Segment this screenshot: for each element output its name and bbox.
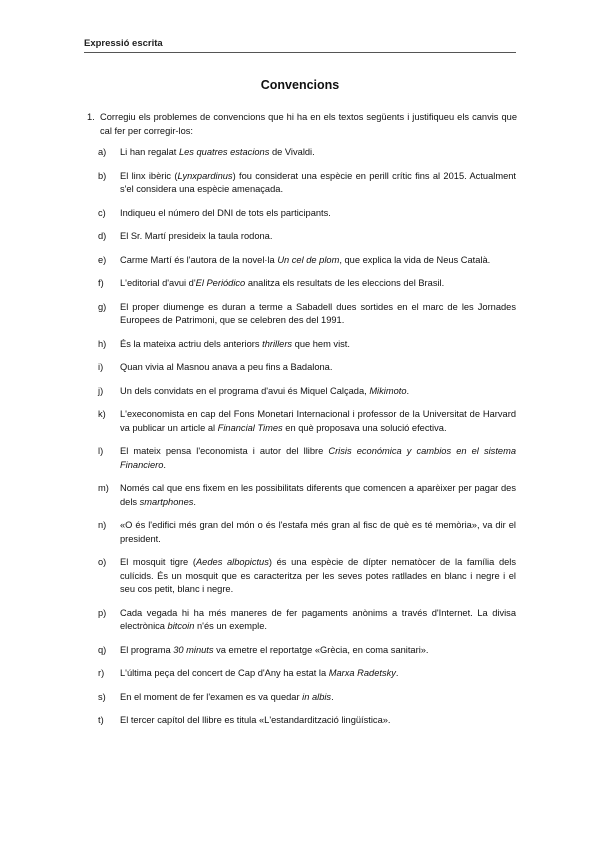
question-number: 1. <box>87 112 95 122</box>
text-segment: de Vivaldi. <box>269 147 315 157</box>
italic-segment: Financial Times <box>217 422 283 433</box>
exercise-item <box>98 714 516 728</box>
exercise-item <box>98 482 516 509</box>
italic-segment: Aedes albopictus <box>195 557 269 567</box>
text-segment: És la mateixa actriu dels anteriors <box>120 338 263 349</box>
exercise-item-text <box>120 146 516 160</box>
exercise-item-label: g) <box>98 301 107 312</box>
exercise-item-text <box>120 230 516 244</box>
exercise-item-label: j) <box>98 385 104 396</box>
text-segment: . <box>395 668 399 678</box>
exercise-item-label: a) <box>98 147 107 157</box>
exercise-item-text <box>120 445 516 472</box>
italic-segment: in albis <box>302 691 332 702</box>
italic-segment: Crisis económica y cambios en el sistema Financiero <box>120 446 516 470</box>
text-segment: analitza els resultats de les eleccions del Brasil. <box>245 278 445 288</box>
exercise-list <box>98 146 516 738</box>
text-segment: ) és una espècie de dípter nematòcer de la família dels culícids. És un mosquit que es caracteritza per les seves potes ratllades en blanc i negre i el seu cos petit, blanc i negre. <box>120 557 516 594</box>
text-segment: Li han regalat <box>120 147 179 157</box>
exercise-item-text <box>120 519 516 546</box>
exercise-item <box>98 408 516 435</box>
text-segment: El Sr. Martí presideix la taula rodona. <box>120 231 273 241</box>
exercise-item-label: d) <box>98 231 107 241</box>
exercise-item-text <box>120 644 516 658</box>
text-segment: En el moment de fer l'examen es va quedar <box>120 691 303 702</box>
text-segment: El mateix pensa l'economista i autor del llibre <box>120 446 329 456</box>
exercise-item-text <box>120 361 516 375</box>
exercise-item <box>98 207 516 221</box>
text-segment: «O és l'edifici més gran del món o és l'estafa més gran al fisc de què es té memòria», va dir el president. <box>120 520 516 544</box>
italic-segment: 30 minuts <box>173 644 214 655</box>
exercise-item <box>98 519 516 546</box>
question-text: Corregiu els problemes de convencions que hi ha en els textos següents i justifiqueu els canvis que cal fer per corregir-los: <box>100 112 517 136</box>
exercise-item-label: p) <box>98 607 107 618</box>
exercise-item-text <box>120 277 516 291</box>
italic-segment: El Periódico <box>195 278 246 288</box>
text-segment: Indiqueu el número del DNI de tots els participants. <box>120 207 331 218</box>
exercise-item <box>98 230 516 244</box>
italic-segment: Un cel de plom <box>277 254 340 265</box>
italic-segment: thrillers <box>262 338 293 349</box>
exercise-item-label: o) <box>98 557 107 567</box>
exercise-item-label: c) <box>98 207 106 218</box>
exercise-item <box>98 385 516 399</box>
exercise-item <box>98 254 516 268</box>
exercise-item <box>98 667 516 681</box>
text-segment: n'és un exemple. <box>194 621 267 631</box>
exercise-item-label: h) <box>98 338 107 349</box>
italic-segment: Mikimoto <box>369 385 407 396</box>
exercise-item-text <box>120 207 516 221</box>
text-segment: El programa <box>120 644 174 655</box>
text-segment: Quan vivia al Masnou anava a peu fins a Badalona. <box>120 362 333 372</box>
exercise-item-label: b) <box>98 170 107 181</box>
text-segment: El tercer capítol del llibre es titula «L'estandardització lingüística». <box>120 715 391 725</box>
text-segment: ) fou considerat una espècie en perill crític fins al 2015. Actualment s'el considera una espècie amenaçada. <box>120 170 516 194</box>
text-segment: Només cal que ens fixem en les possibilitats diferents que comencen a aparèixer per pagar des dels <box>120 483 516 507</box>
exercise-item-label: t) <box>98 715 104 725</box>
exercise-item-label: e) <box>98 254 107 265</box>
exercise-item-label: f) <box>98 278 104 288</box>
exercise-item-label: r) <box>98 668 105 678</box>
exercise-item-label: s) <box>98 691 106 702</box>
page-title: Convencions <box>260 78 340 92</box>
exercise-item <box>98 445 516 472</box>
text-segment: Cada vegada hi ha més maneres de fer pagaments anònims a través d'Internet. La divisa electrònica <box>120 607 516 631</box>
text-segment: . <box>331 691 334 702</box>
exercise-item-text <box>120 254 516 268</box>
exercise-item <box>98 556 516 597</box>
exercise-item-text <box>120 170 516 197</box>
italic-segment: Marxa Radetsky <box>328 668 396 678</box>
exercise-item-text <box>120 338 516 352</box>
exercise-item-text <box>120 667 516 681</box>
text-segment: El linx ibèric ( <box>120 170 178 181</box>
text-segment: , que explica la vida de Neus Català. <box>339 254 491 265</box>
exercise-item <box>98 691 516 705</box>
question <box>87 111 517 138</box>
exercise-item-text <box>120 408 516 435</box>
exercise-item-label: n) <box>98 520 107 530</box>
exercise-item <box>98 277 516 291</box>
text-segment: . <box>163 459 167 470</box>
italic-segment: Les quatres estacions <box>178 147 270 157</box>
italic-segment: Lynxpardinus <box>177 170 233 181</box>
exercise-item <box>98 146 516 160</box>
exercise-item-text <box>120 482 516 509</box>
exercise-item-label: m) <box>98 483 109 493</box>
exercise-item <box>98 170 516 197</box>
text-segment: El mosquit tigre ( <box>120 557 196 567</box>
exercise-item <box>98 607 516 634</box>
exercise-item <box>98 338 516 352</box>
exercise-item-label: q) <box>98 644 107 655</box>
running-header: Expressió escrita <box>84 38 163 49</box>
text-segment: . <box>406 385 410 396</box>
text-segment: L'última peça del concert de Cap d'Any ha estat la <box>120 668 329 678</box>
exercise-item-text <box>120 714 516 728</box>
exercise-item-text <box>120 385 516 399</box>
header-rule <box>84 52 516 53</box>
exercise-item <box>98 361 516 375</box>
exercise-item-label: k) <box>98 409 106 419</box>
text-segment: . <box>193 496 196 507</box>
exercise-item-label: i) <box>98 362 104 372</box>
exercise-item-text <box>120 607 516 634</box>
exercise-item-label: l) <box>98 446 104 456</box>
text-segment: Carme Martí és l'autora de la novel·la <box>120 254 278 265</box>
italic-segment: bitcoin <box>167 621 195 631</box>
text-segment: El proper diumenge es duran a terme a Sabadell dues sortides en el marc de les Jornades Europees de Patrimoni, que se celebren des del 1991. <box>120 301 516 325</box>
exercise-item-text <box>120 556 516 597</box>
exercise-item-text <box>120 301 516 328</box>
text-segment: que hem vist. <box>292 338 350 349</box>
text-segment: en què proposava una solució efectiva. <box>282 422 447 433</box>
exercise-item-text <box>120 691 516 705</box>
text-segment: va emetre el reportatge «Grècia, en coma sanitari». <box>213 644 429 655</box>
exercise-item <box>98 644 516 658</box>
text-segment: L'editorial d'avui d' <box>120 278 196 288</box>
text-segment: Un dels convidats en el programa d'avui és Miquel Calçada, <box>120 385 370 396</box>
text-segment: L'execonomista en cap del Fons Monetari Internacional i professor de la Universitat de Harvard va publicar un article al <box>120 409 516 433</box>
exercise-item <box>98 301 516 328</box>
italic-segment: smartphones <box>139 496 194 507</box>
